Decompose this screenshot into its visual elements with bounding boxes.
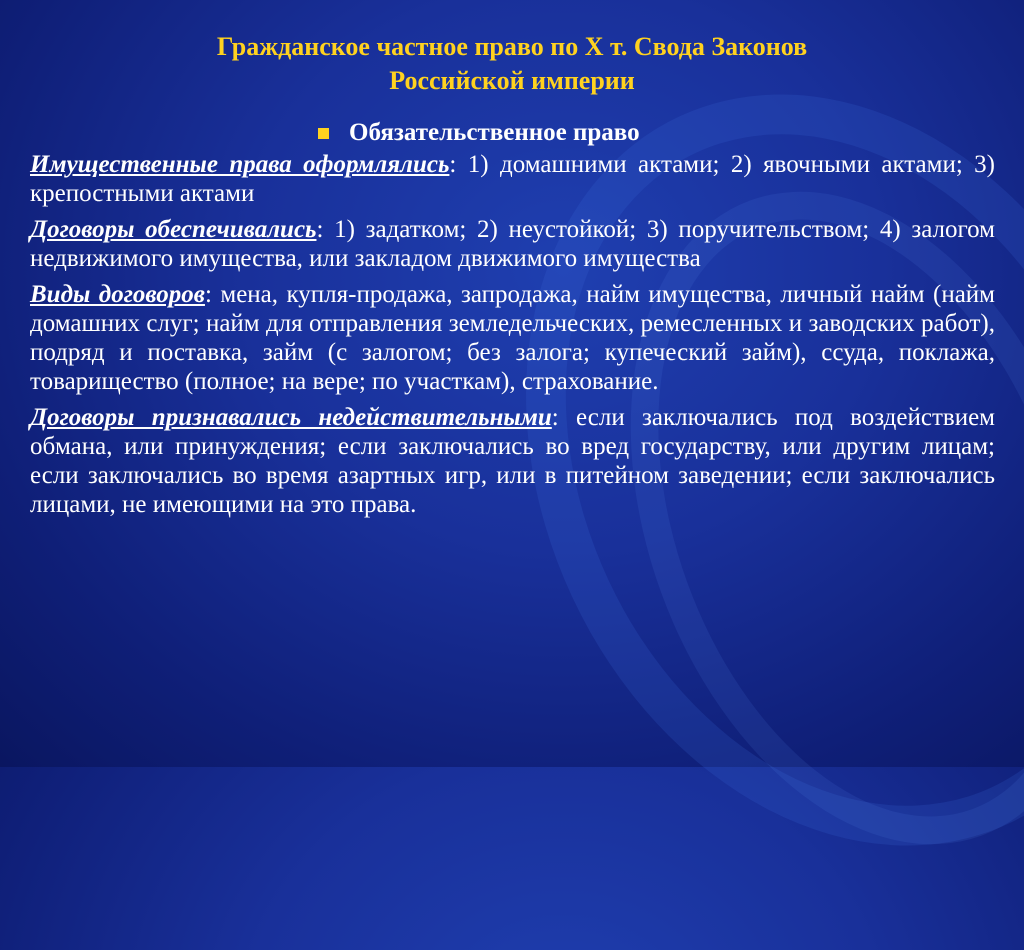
paragraph-lead: Договоры признавались недействительными [30, 404, 552, 431]
square-bullet-icon [318, 128, 329, 139]
paragraph-lead: Договоры обеспечивались [30, 216, 317, 243]
paragraph-text: : мена, купля-продажа, запродажа, найм имущества, личный найм (найм домашних слуг; найм для отправления земледельческих, ремесленных и заводских работ), подряд и поставка, займ (с залогом; без залога; купеческий займ), ссуда, поклажа, товарищество (полное; на вере; по участкам), страхование. [30, 281, 996, 395]
paragraph-text: : если заключались под воздействием обмана, или принуждения; если заключались во вред государству, или другим лицам; если заключались во время азартных игр, или в питейном заведении; если заключались лицами, не имеющими на это права. [30, 404, 995, 518]
section-heading-text: Обязательственное право [349, 119, 640, 146]
paragraph-text: : 1) задатком; 2) неустойкой; 3) поручительством; 4) залогом недвижимого имущества, или закладом движимого имущества [30, 216, 996, 272]
slide-body [30, 150, 995, 526]
paragraph-lead: Виды договоров [30, 281, 205, 308]
paragraph-contract-security [30, 215, 995, 273]
paragraph-lead: Имущественные права оформлялись [30, 151, 450, 178]
paragraph-invalid-contracts [30, 403, 995, 519]
slide-title-line-1: Гражданское частное право по X т. Свода Законов [216, 32, 808, 61]
paragraph-text: : 1) домашними актами; 2) явочными актами; 3) крепостными актами [30, 151, 995, 207]
slide-title-line-2: Российской империи [389, 66, 635, 95]
paragraph-property-rights [30, 150, 995, 208]
slide-title [0, 30, 1024, 98]
section-heading [318, 118, 640, 148]
paragraph-contract-types [30, 280, 995, 396]
